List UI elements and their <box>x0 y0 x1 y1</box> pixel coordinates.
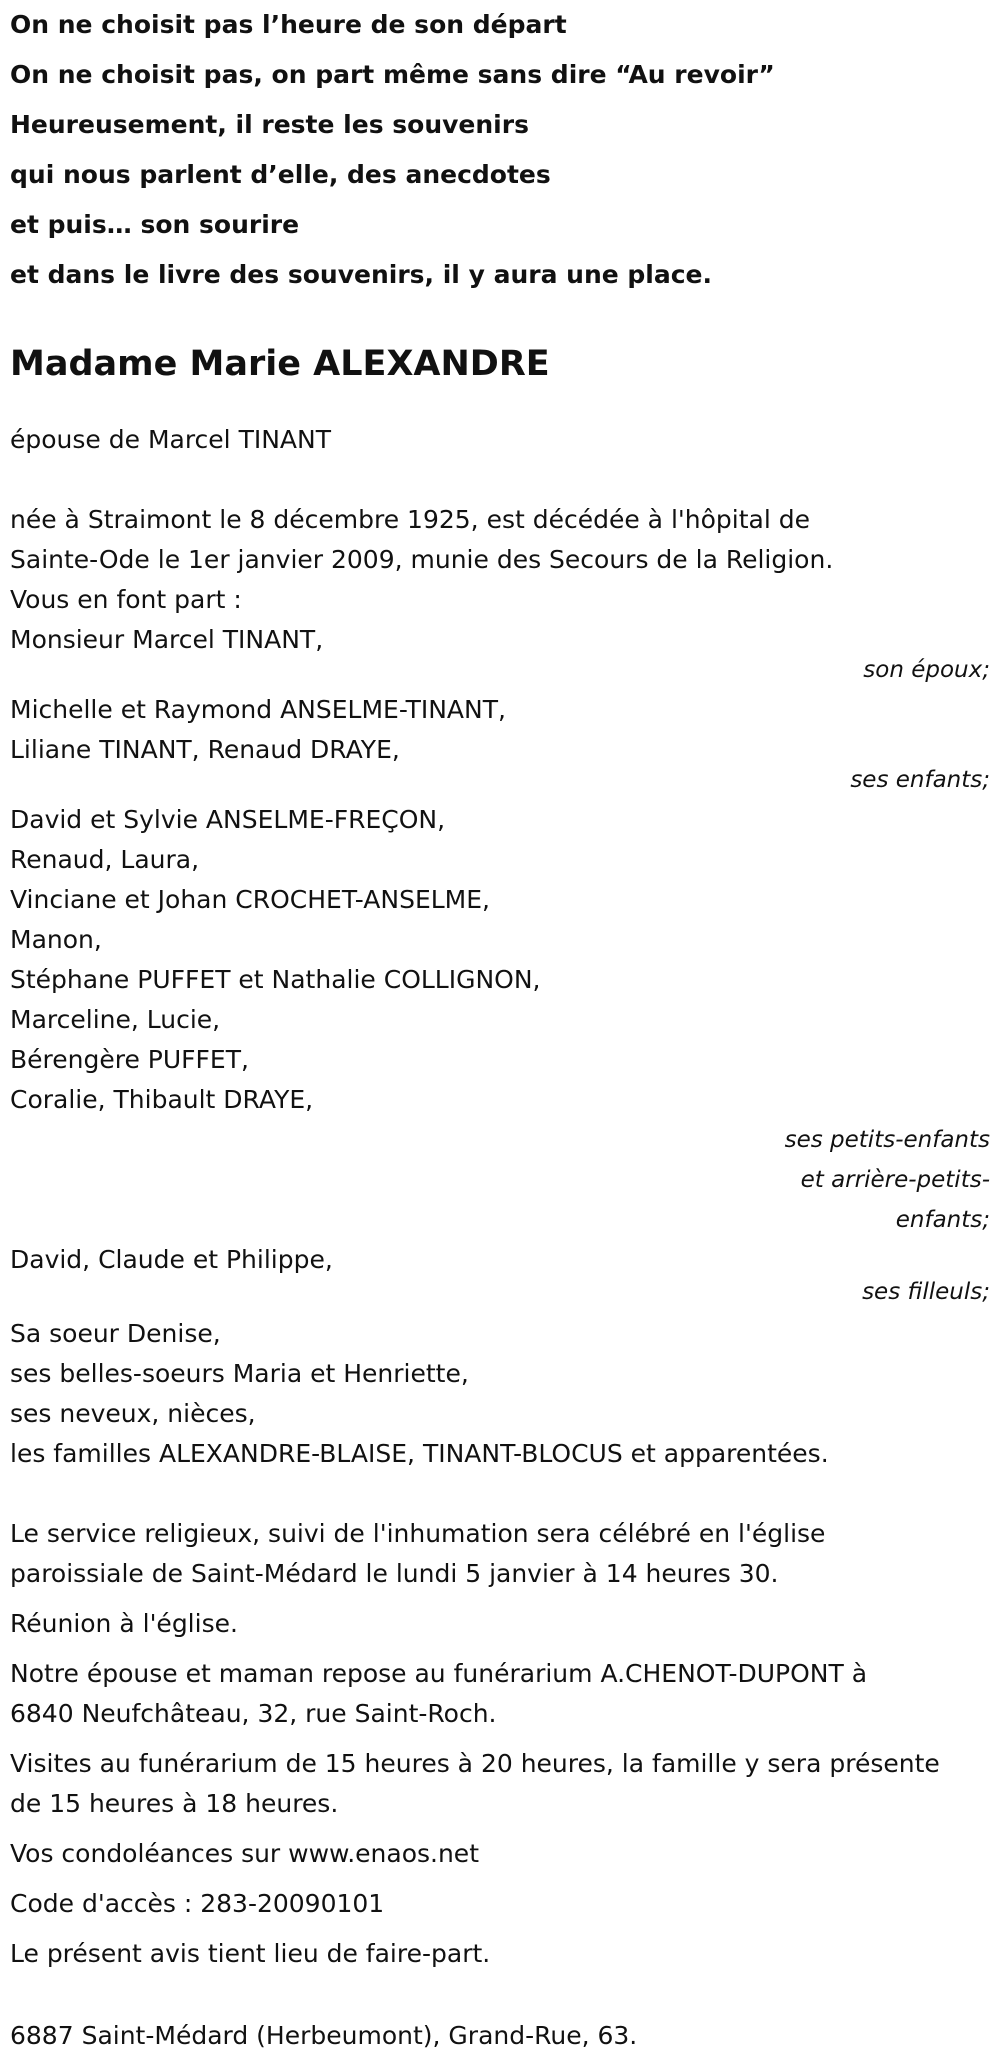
poem-line: Heureusement, il reste les souvenirs <box>10 110 529 139</box>
family-name-line: Michelle et Raymond ANSELME-TINANT, <box>10 695 506 724</box>
relation-label: son époux; <box>863 657 990 683</box>
family-name-line: Sa soeur Denise, <box>10 1319 221 1348</box>
poem-line: On ne choisit pas, on part même sans dire “Au revoir” <box>10 60 775 89</box>
family-name-line: Stéphane PUFFET et Nathalie COLLIGNON, <box>10 965 541 994</box>
family-name-line: ses belles-soeurs Maria et Henriette, <box>10 1359 469 1388</box>
funeral-home-line: Notre épouse et maman repose au funérarium A.CHENOT-DUPONT à <box>10 1659 868 1688</box>
condolences-line: Vos condoléances sur www.enaos.net <box>10 1839 479 1868</box>
relation-label: et arrière-petits- <box>800 1167 990 1193</box>
relation-label: enfants; <box>895 1207 990 1233</box>
family-grandchildren-group <box>10 800 990 1240</box>
service-paragraph <box>10 1514 990 1594</box>
family-name-line: Renaud, Laura, <box>10 845 200 874</box>
poem-line: On ne choisit pas l’heure de son départ <box>10 10 567 39</box>
birth-death-line: née à Straimont le 8 décembre 1925, est décédée à l'hôpital de <box>10 505 810 534</box>
family-children-group <box>10 690 990 793</box>
relation-label: ses petits-enfants <box>784 1127 990 1153</box>
deceased-name: Madame Marie ALEXANDRE <box>10 344 550 384</box>
birth-death-line: Sainte-Ode le 1er janvier 2009, munie des Secours de la Religion. <box>10 545 834 574</box>
poem <box>10 0 990 300</box>
family-others-group <box>10 1314 990 1474</box>
family-name-line: Marceline, Lucie, <box>10 1005 221 1034</box>
visits-line: Visites au funérarium de 15 heures à 20 heures, la famille y sera présente <box>10 1749 940 1778</box>
notice-line: Le présent avis tient lieu de faire-part. <box>10 1939 491 1968</box>
visits-paragraph <box>10 1744 990 1824</box>
relation-label: ses enfants; <box>850 767 990 793</box>
service-line: paroissiale de Saint-Médard le lundi 5 janvier à 14 heures 30. <box>10 1559 779 1588</box>
family-name-line: ses neveux, nièces, <box>10 1399 256 1428</box>
visits-line: de 15 heures à 18 heures. <box>10 1789 339 1818</box>
meeting-line: Réunion à l'église. <box>10 1609 238 1638</box>
poem-line: qui nous parlent d’elle, des anecdotes <box>10 160 551 189</box>
poem-line: et dans le livre des souvenirs, il y aura une place. <box>10 260 713 289</box>
birth-death-paragraph <box>10 500 990 580</box>
family-name-line: les familles ALEXANDRE-BLAISE, TINANT-BLOCUS et apparentées. <box>10 1439 829 1468</box>
announce-line: Vous en font part : <box>10 585 242 614</box>
family-name-line: David, Claude et Philippe, <box>10 1245 333 1274</box>
spouse-line: épouse de Marcel TINANT <box>10 425 331 454</box>
family-name-line: Bérengère PUFFET, <box>10 1045 249 1074</box>
access-code-line: Code d'accès : 283-20090101 <box>10 1889 385 1918</box>
family-name-line: David et Sylvie ANSELME-FREÇON, <box>10 805 446 834</box>
poem-line: et puis… son sourire <box>10 210 300 239</box>
obituary-notice <box>10 0 990 2056</box>
relation-label: ses filleuls; <box>862 1279 990 1305</box>
family-name-line: Vinciane et Johan CROCHET-ANSELME, <box>10 885 490 914</box>
address-line: 6887 Saint-Médard (Herbeumont), Grand-Rue, 63. <box>10 2021 638 2050</box>
funeral-home-line: 6840 Neufchâteau, 32, rue Saint-Roch. <box>10 1699 497 1728</box>
family-spouse-group <box>10 620 990 683</box>
funeral-home-paragraph <box>10 1654 990 1734</box>
family-name-line: Monsieur Marcel TINANT, <box>10 625 324 654</box>
family-name-line: Manon, <box>10 925 102 954</box>
family-godchildren-group <box>10 1240 990 1304</box>
service-line: Le service religieux, suivi de l'inhumation sera célébré en l'église <box>10 1519 826 1548</box>
family-name-line: Coralie, Thibault DRAYE, <box>10 1085 314 1114</box>
family-name-line: Liliane TINANT, Renaud DRAYE, <box>10 735 400 764</box>
